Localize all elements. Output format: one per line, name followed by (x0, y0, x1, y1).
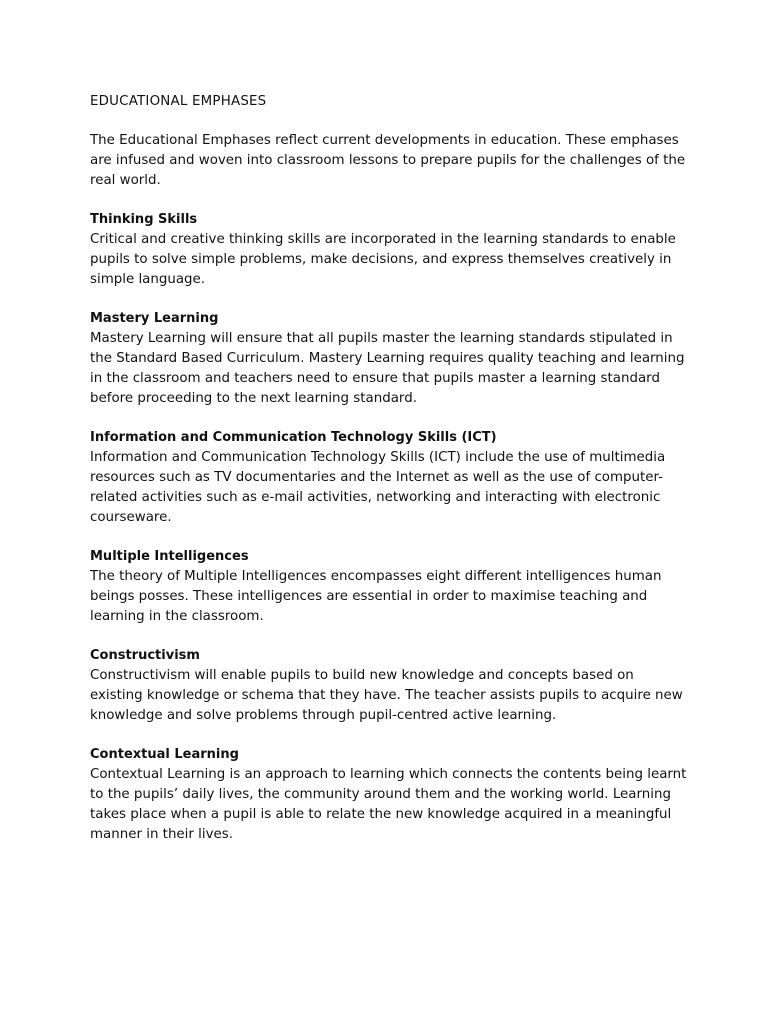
section-body: The theory of Multiple Intelligences encompasses eight different intelligences human beings posses. These intelligences are essential in order to maximise teaching and learning in the classroom. (90, 569, 662, 624)
section-heading: Multiple Intelligences (90, 549, 249, 564)
section-heading: Information and Communication Technology Skills (ICT) (90, 430, 497, 445)
section-thinking-skills (90, 210, 690, 290)
document-title: EDUCATIONAL EMPHASES (90, 94, 267, 109)
intro-paragraph: The Educational Emphases reflect current developments in education. These emphases are infused and woven into classroom lessons to prepare pupils for the challenges of the real world. (90, 133, 686, 188)
section-heading: Contextual Learning (90, 747, 239, 762)
document-page (90, 92, 690, 864)
section-body: Mastery Learning will ensure that all pupils master the learning standards stipulated in the Standard Based Curriculum. Mastery Learning requires quality teaching and learning in the classroom and teachers need to ensure that pupils master a learning standard before proceeding to the next learning standard. (90, 331, 685, 406)
section-heading: Mastery Learning (90, 311, 219, 326)
section-body: Information and Communication Technology Skills (ICT) include the use of multimedia resources such as TV documentaries and the Internet as well as the use of computer-related activities such as e-mail activities, networking and interacting with electronic courseware. (90, 450, 666, 525)
section-heading: Constructivism (90, 648, 200, 663)
section-heading: Thinking Skills (90, 212, 198, 227)
section-ict-skills (90, 428, 690, 528)
section-multiple-intelligences (90, 547, 690, 627)
section-mastery-learning (90, 309, 690, 409)
section-body: Critical and creative thinking skills are incorporated in the learning standards to enable pupils to solve simple problems, make decisions, and express themselves creatively in simple language. (90, 232, 676, 287)
section-contextual-learning (90, 745, 690, 845)
section-body: Contextual Learning is an approach to learning which connects the contents being learnt to the pupils’ daily lives, the community around them and the working world. Learning takes place when a pupil is able to relate the new knowledge acquired in a meaningful manner in their lives. (90, 767, 687, 842)
section-constructivism (90, 646, 690, 726)
section-body: Constructivism will enable pupils to build new knowledge and concepts based on existing knowledge or schema that they have. The teacher assists pupils to acquire new knowledge and solve problems through pupil-centred active learning. (90, 668, 683, 723)
